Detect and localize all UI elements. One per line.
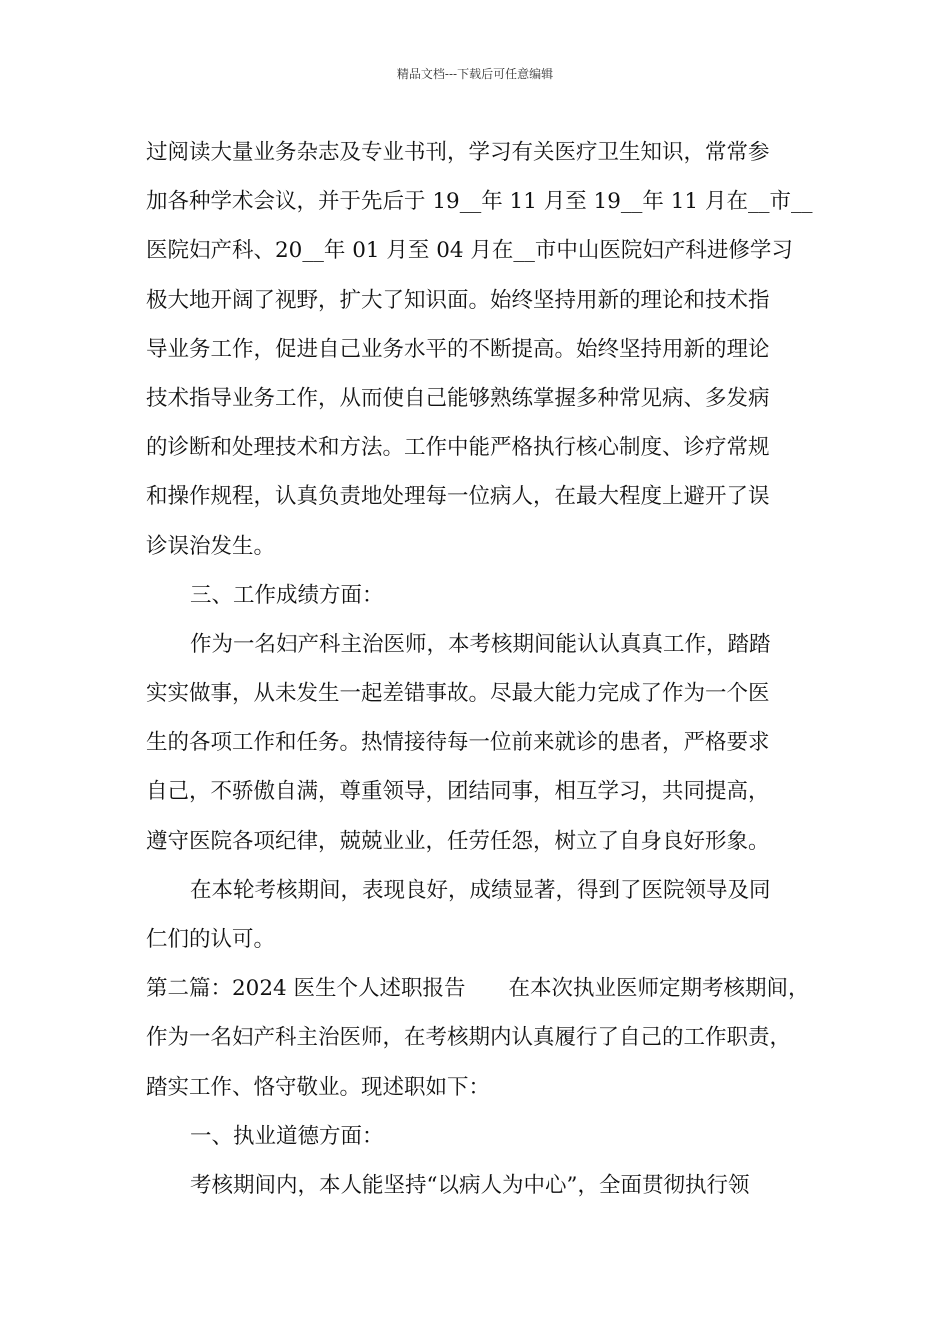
text-line: 作为一名妇产科主治医师，本考核期间能认认真真工作，踏踏 — [190, 631, 771, 657]
text-line: 仁们的认可。 — [146, 927, 276, 952]
article-title-line: 第二篇：2024 医生个人述职报告 在本次执业医师定期考核期间， — [146, 976, 810, 1002]
text-line: 技术指导业务工作，从而使自己能够熟练掌握多种常见病、多发病 — [146, 385, 770, 411]
text-line: 的诊断和处理技术和方法。工作中能严格执行核心制度、诊疗常规 — [146, 435, 770, 461]
text-line: 极大地开阔了视野，扩大了知识面。始终坚持用新的理论和技术指 — [146, 287, 770, 313]
text-line: 医院妇产科、20__年 01 月至 04 月在__市中山医院妇产科进修学习 — [146, 238, 793, 264]
section-heading: 一、执业道德方面： — [190, 1123, 384, 1149]
document-body — [146, 128, 836, 1210]
page-header: 精品文档---下载后可任意编辑 — [396, 67, 554, 81]
text-line: 遵守医院各项纪律，兢兢业业，任劳任怨，树立了自身良好形象。 — [146, 828, 770, 854]
text-line: 导业务工作，促进自己业务水平的不断提高。始终坚持用新的理论 — [146, 336, 770, 362]
text-line: 生的各项工作和任务。热情接待每一位前来就诊的患者，严格要求 — [146, 730, 770, 756]
text-line: 作为一名妇产科主治医师，在考核期内认真履行了自己的工作职责， — [146, 1025, 792, 1051]
text-line: 实实做事，从未发生一起差错事故。尽最大能力完成了作为一个医 — [146, 681, 770, 707]
text-line: 加各种学术会议，并于先后于 19__年 11 月至 19__年 11 月在__市__ — [146, 189, 813, 215]
text-line: 在本轮考核期间，表现良好，成绩显著，得到了医院领导及同 — [190, 877, 771, 903]
section-heading: 三、工作成绩方面： — [190, 582, 384, 608]
text-line: 考核期间内，本人能坚持“以病人为中心”，全面贯彻执行领 — [190, 1172, 750, 1198]
text-line: 过阅读大量业务杂志及专业书刊，学习有关医疗卫生知识，常常参 — [146, 140, 770, 165]
text-line: 诊误治发生。 — [146, 533, 276, 559]
text-line: 自己，不骄傲自满，尊重领导，团结同事，相互学习，共同提高， — [146, 779, 770, 805]
text-line: 和操作规程，认真负责地处理每一位病人，在最大程度上避开了误 — [146, 484, 770, 510]
text-line: 踏实工作、恪守敬业。现述职如下： — [146, 1074, 491, 1100]
